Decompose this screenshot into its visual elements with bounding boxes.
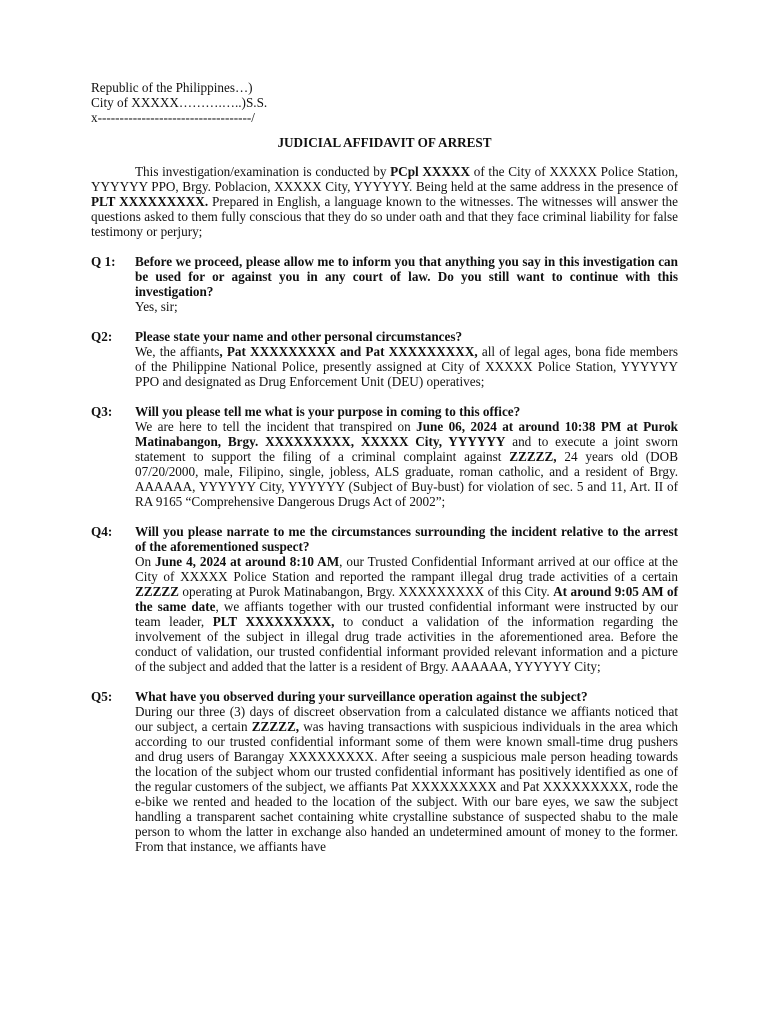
text-run: On bbox=[135, 554, 156, 569]
question-text: Before we proceed, please allow me to inform you that anything you say in this investigation can be used for or against you in any court of law. Do you still want to continue with this investigation? bbox=[135, 254, 678, 299]
bold-text-run: ZZZZZ bbox=[135, 584, 179, 599]
text-run: operating at Purok Matinabangon, Brgy. XXXXXXXXX of this City. bbox=[178, 584, 554, 599]
text-run: all of legal ages, bona fide members of the Philippine National Police, presently assigned at City of XXXXX Police Station, YYYYYY PPO and designated as Drug Enforcement Unit (DEU) operatives; bbox=[135, 344, 678, 389]
question-number: Q2: bbox=[91, 329, 113, 344]
question-text: Will you please narrate to me the circumstances surrounding the incident relative to the arrest of the aforementioned suspect? bbox=[135, 524, 678, 554]
text-run: Yes, sir; bbox=[135, 299, 178, 314]
intro-paragraph bbox=[91, 164, 678, 239]
qa-item bbox=[91, 524, 678, 674]
bold-text-run: June 4, 2024 at around 8:10 AM bbox=[155, 554, 340, 569]
text-run: This investigation/examination is conducted by bbox=[135, 164, 391, 179]
qa-body bbox=[135, 254, 678, 314]
answer-text bbox=[135, 704, 678, 854]
qa-body bbox=[135, 329, 678, 389]
header-city: City of XXXXX……….…..)S.S. bbox=[91, 95, 268, 110]
bold-text-run: ZZZZZ, bbox=[251, 719, 300, 734]
bold-text-run: , Pat XXXXXXXXX and Pat XXXXXXXXX, bbox=[219, 344, 478, 359]
text-run: to conduct a validation of the information regarding the involvement of the subject in illegal drug trade activities in the aforementioned area. Before the conduct of validation, our trusted confidential informant provided relevant information and a picture of the subject and added that the latter is a resident of Brgy. AAAAAA, YYYYYY City; bbox=[135, 614, 678, 674]
qa-item bbox=[91, 254, 678, 314]
question-answer-list bbox=[91, 254, 678, 854]
header-republic: Republic of the Philippines…) bbox=[91, 80, 253, 95]
bold-text-run: PLT XXXXXXXXX. bbox=[91, 194, 209, 209]
text-run: During our three (3) days of discreet observation from a calculated distance we affiants noticed that our subject, a certain bbox=[135, 704, 678, 734]
text-run: We, the affiants bbox=[135, 344, 220, 359]
bold-text-run: At around 9:05 AM of the same date bbox=[135, 584, 678, 614]
text-run: We are here to tell the incident that transpired on bbox=[135, 419, 417, 434]
text-run: , we affiants together with our trusted confidential informant were instructed by our team leader, bbox=[135, 599, 678, 629]
text-run: and to execute a joint sworn statement to support the filing of a criminal complaint against bbox=[135, 434, 678, 464]
qa-body bbox=[135, 524, 678, 674]
question-number: Q5: bbox=[91, 689, 113, 704]
qa-item bbox=[91, 689, 678, 854]
answer-text bbox=[135, 419, 678, 509]
qa-item bbox=[91, 329, 678, 389]
question-number: Q3: bbox=[91, 404, 113, 419]
qa-item bbox=[91, 404, 678, 509]
affidavit-page bbox=[91, 80, 678, 854]
bold-text-run: June 06, 2024 at around 10:38 PM at Purok Matinabangon, Brgy. XXXXXXXXX, XXXXX City, YYYYYY bbox=[135, 419, 679, 449]
text-run: of the City of XXXXX Police Station, YYYYYY PPO, Brgy. Poblacion, XXXXX City, YYYYYY. Being held at the same address in the presence of bbox=[91, 164, 678, 194]
header-separator: x-----------------------------------/ bbox=[91, 110, 255, 125]
answer-text bbox=[135, 344, 678, 389]
text-run: 24 years old (DOB 07/20/2000, male, Filipino, single, jobless, ALS graduate, roman catholic, and a resident of Brgy. AAAAAA, YYYYYY City, YYYYYY (Subject of Buy-bust) for violation of sec. 5 and 11, Art. II of RA 9165 “Comprehensive Dangerous Drugs Act of 2002”; bbox=[135, 449, 678, 509]
question-text: Will you please tell me what is your purpose in coming to this office? bbox=[135, 404, 521, 419]
answer-text bbox=[135, 554, 678, 674]
document-title: JUDICIAL AFFIDAVIT OF ARREST bbox=[277, 135, 492, 150]
qa-body bbox=[135, 404, 678, 509]
answer-text bbox=[135, 299, 678, 314]
text-run: Prepared in English, a language known to the witnesses. The witnesses will answer the questions asked to them fully conscious that they do so under oath and that they face criminal liability for false testimony or perjury; bbox=[91, 194, 678, 239]
text-run: , our Trusted Confidential Informant arrived at our office at the City of XXXXX Police Station and reported the rampant illegal drug trade activities of a certain bbox=[135, 554, 678, 584]
question-number: Q4: bbox=[91, 524, 113, 539]
bold-text-run: ZZZZZ, bbox=[509, 449, 557, 464]
question-number: Q 1: bbox=[91, 254, 116, 269]
text-run: was having transactions with suspicious individuals in the area which according to our trusted confidential informant some of them were known small-time drug pushers and drug users of Barangay XXXXXXXXX. After seeing a suspicious male person heading towards the location of the subject whom our trusted confidential informant has positively identified as one of the regular customers of the subject, we affiants Pat XXXXXXXXX and Pat XXXXXXXXX, rode the e-bike we rented and headed to the location of the subject. With our bare eyes, we saw the subject handling a transparent sachet containing white crystalline substance of suspected shabu to the male person to whom the latter in exchange also handed an undetermined amount of money to the former. From that instance, we affiants have bbox=[135, 719, 678, 854]
qa-body bbox=[135, 689, 678, 854]
bold-text-run: PLT XXXXXXXXX, bbox=[212, 614, 335, 629]
question-text: What have you observed during your surveillance operation against the subject? bbox=[135, 689, 588, 704]
question-text: Please state your name and other personal circumstances? bbox=[135, 329, 463, 344]
bold-text-run: PCpl XXXXX bbox=[390, 164, 471, 179]
